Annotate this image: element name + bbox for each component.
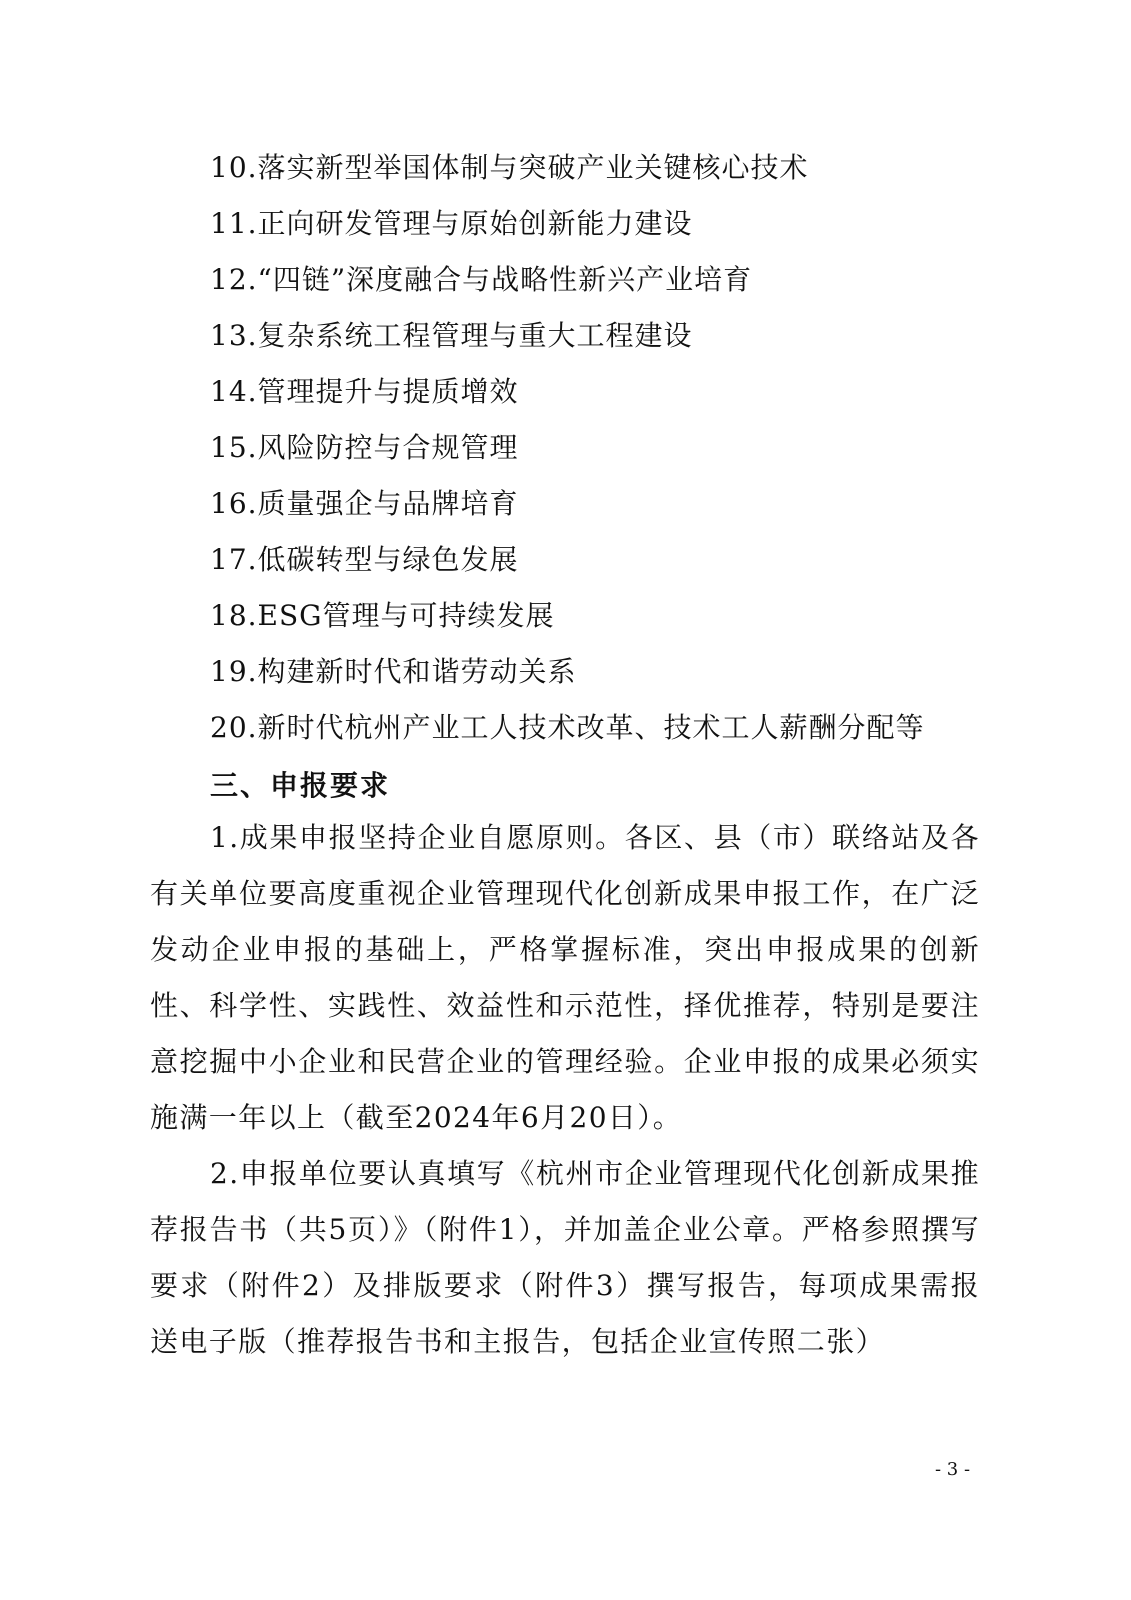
- paragraph-1: 1.成果申报坚持企业自愿原则。各区、县（市）联络站及各有关单位要高度重视企业管理现代化创新成果申报工作，在广泛发动企业申报的基础上，严格掌握标准，突出申报成果的创新性、科学性、实践性、效益性和示范性，择优推荐，特别是要注意挖掘中小企业和民营企业的管理经验。企业申报的成果必须实施满一年以上（截至2024年6月20日）。: [150, 821, 980, 1134]
- list-item: 16.质量强企与品牌培育: [210, 487, 519, 520]
- list-item: 13.复杂系统工程管理与重大工程建设: [210, 319, 693, 352]
- list-item: 17.低碳转型与绿色发展: [210, 543, 519, 576]
- section-heading: 三、申报要求: [210, 769, 391, 802]
- list-item: 14.管理提升与提质增效: [210, 375, 519, 408]
- page-number: - 3 -: [935, 1459, 971, 1480]
- list-item: 11.正向研发管理与原始创新能力建设: [210, 207, 693, 240]
- list-item: 19.构建新时代和谐劳动关系: [210, 655, 577, 688]
- list-item: 12.“四链”深度融合与战略性新兴产业培育: [210, 263, 753, 296]
- list-item: 18.ESG管理与可持续发展: [210, 599, 555, 632]
- paragraph-2: 2.申报单位要认真填写《杭州市企业管理现代化创新成果推荐报告书（共5页）》（附件1），并加盖企业公章。严格参照撰写要求（附件2）及排版要求（附件3）撰写报告，每项成果需报送电子版（推荐报告书和主报告，包括企业宣传照二张）: [150, 1157, 980, 1358]
- list-item: 15.风险防控与合规管理: [210, 431, 519, 464]
- list-item: 20.新时代杭州产业工人技术改革、技术工人薪酬分配等: [210, 711, 925, 744]
- list-item: 10.落实新型举国体制与突破产业关键核心技术: [210, 151, 809, 184]
